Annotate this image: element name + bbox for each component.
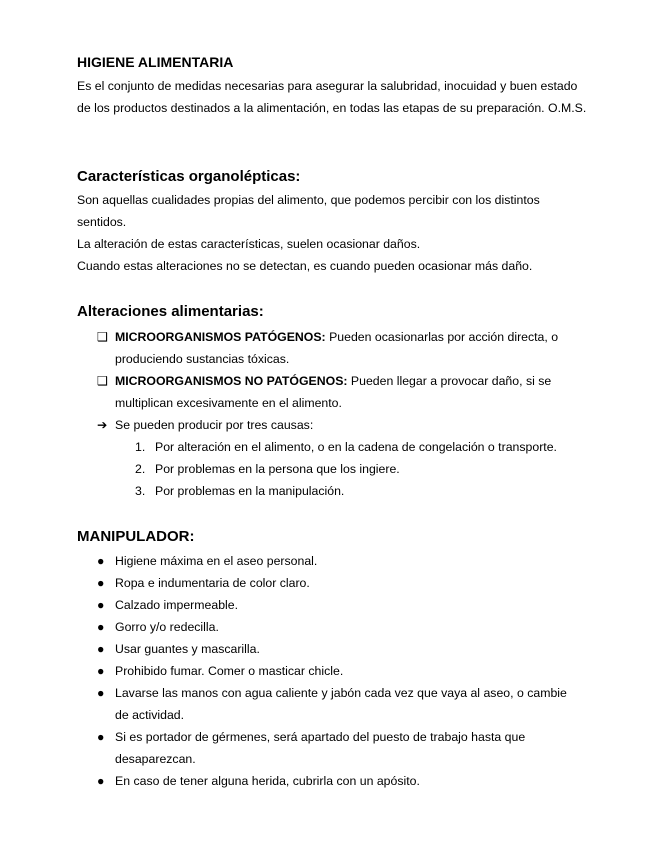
handler-section: [77, 528, 577, 792]
bullet-icon: ●: [97, 642, 105, 656]
bullet-icon: ●: [97, 686, 105, 700]
list-item: ● Higiene máxima en el aseo personal.: [97, 550, 577, 572]
list-item: [97, 414, 592, 436]
organoleptic-paragraph: Son aquellas cualidades propias del alimento, que podemos percibir con los distintos sentidos.: [77, 193, 540, 229]
checkbox-bullet-icon: ❑: [97, 374, 109, 388]
bullet-icon: ●: [97, 598, 105, 612]
alterations-title: Alteraciones alimentarias:: [77, 303, 264, 320]
list-item: 3. Por problemas en la manipulación.: [135, 484, 345, 498]
bullet-icon: ●: [97, 620, 105, 634]
causes-intro: Se pueden producir por tres causas:: [115, 418, 314, 432]
bullet-icon: ●: [97, 554, 105, 568]
bullet-icon: ●: [97, 774, 105, 788]
list-item: ● Ropa e indumentaria de color claro.: [97, 572, 577, 594]
list-item: ● En caso de tener alguna herida, cubrirla con un apósito.: [97, 770, 577, 792]
organoleptic-section: [77, 168, 587, 277]
organoleptic-paragraph: Cuando estas alteraciones no se detectan, es cuando pueden ocasionar más daño.: [77, 259, 533, 273]
list-item: ● Prohibido fumar. Comer o masticar chicle.: [97, 660, 577, 682]
list-item: ● Calzado impermeable.: [97, 594, 577, 616]
bullet-icon: ●: [97, 576, 105, 590]
causes-list: [97, 436, 592, 502]
bullet-icon: ●: [97, 664, 105, 678]
list-item: 1. Por alteración en el alimento, o en la cadena de congelación o transporte.: [135, 440, 557, 454]
list-item: 2. Por problemas en la persona que los ingiere.: [135, 462, 400, 476]
list-item: ❑ MICROORGANISMOS NO PATÓGENOS: Pueden llegar a provocar daño, si se multiplican excesivamente en el alimento.: [97, 370, 592, 414]
list-item: ● Usar guantes y mascarilla.: [97, 638, 577, 660]
arrow-bullet-icon: ➔: [97, 418, 108, 432]
handler-title: MANIPULADOR:: [77, 528, 195, 545]
organoleptic-paragraph: La alteración de estas características, suelen ocasionar daños.: [77, 237, 421, 251]
bullet-icon: ●: [97, 730, 105, 744]
list-item: ● Si es portador de gérmenes, será apartado del puesto de trabajo hasta que desaparezcan.: [97, 726, 577, 770]
hygiene-title: HIGIENE ALIMENTARIA: [77, 54, 234, 70]
checkbox-bullet-icon: ❑: [97, 330, 109, 344]
alterations-section: [77, 303, 592, 502]
hygiene-section: [77, 53, 587, 119]
list-item: ● Gorro y/o redecilla.: [97, 616, 577, 638]
hygiene-text: Es el conjunto de medidas necesarias para asegurar la salubridad, inocuidad y buen estado de los productos destinados a la alimentación, en todas las etapas de su preparación. O.M.S.: [77, 79, 587, 115]
organoleptic-title: Características organolépticas:: [77, 168, 301, 185]
list-item: ● Lavarse las manos con agua caliente y jabón cada vez que vaya al aseo, o cambie de actividad.: [97, 682, 577, 726]
list-item: ❑ MICROORGANISMOS PATÓGENOS: Pueden ocasionarlas por acción directa, o produciendo sustancias tóxicas.: [97, 326, 592, 370]
